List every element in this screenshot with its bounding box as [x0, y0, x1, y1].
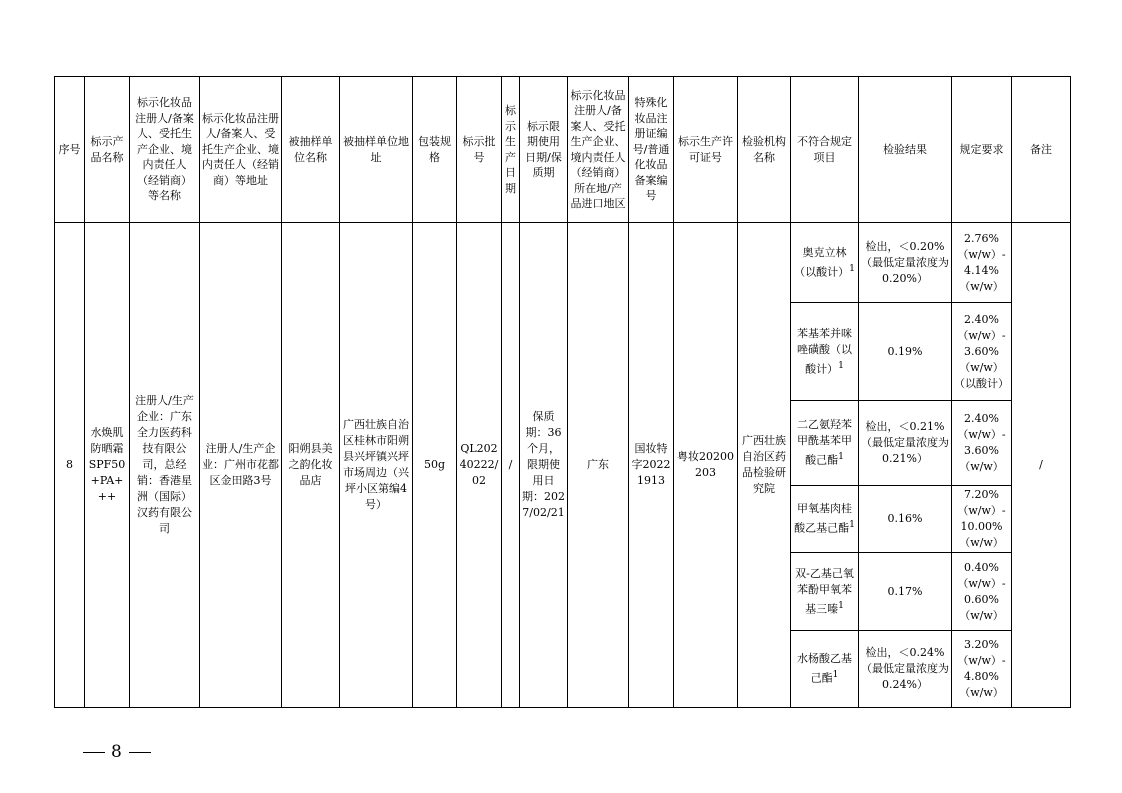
cell-result: 0.19% [859, 303, 952, 401]
page-number-value: 8 [111, 742, 123, 762]
cell-requirement: 0.40%（w/w）-0.60%（w/w） [952, 553, 1012, 631]
page-dash-left [83, 752, 105, 753]
cell-requirement: 2.76%（w/w）-4.14%（w/w） [952, 223, 1012, 303]
cell-lab: 广西壮族自治区药品检验研究院 [738, 223, 791, 708]
page-dash-right [129, 752, 151, 753]
table-row [55, 223, 1071, 303]
inspection-table [54, 76, 1071, 708]
cell-result: 检出，＜0.24%（最低定量浓度为0.24%） [859, 631, 952, 708]
cell-item [791, 401, 859, 486]
cell-cert-number: 国妆特字20221913 [629, 223, 674, 708]
cell-item [791, 303, 859, 401]
cell-requirement: 3.20%（w/w）-4.80%（w/w） [952, 631, 1012, 708]
header-result: 检验结果 [859, 77, 952, 223]
header-origin: 标示化妆品注册人/备案人、受托生产企业、境内责任人（经销商）所在地/产品进口地区 [568, 77, 629, 223]
cell-registrant: 注册人/生产企业：广东全力医药科技有限公司，总经销：香港星洲（国际）汉药有限公司 [130, 223, 200, 708]
cell-registrant-address: 注册人/生产企业：广州市花都区金田路3号 [200, 223, 282, 708]
cell-requirement: 2.40%（w/w）-3.60%（w/w） [952, 401, 1012, 486]
item-name: 二乙氨羟苯甲酰基苯甲酸己酯 [797, 418, 852, 467]
table-header-row [55, 77, 1071, 223]
page-number [77, 742, 157, 762]
cell-result: 检出，＜0.20%（最低定量浓度为0.20%） [859, 223, 952, 303]
cell-item [791, 553, 859, 631]
header-registrant: 标示化妆品注册人/备案人、受托生产企业、境内责任人（经销商）等名称 [130, 77, 200, 223]
cell-note: / [1012, 223, 1071, 708]
item-name: 水杨酸乙基己酯 [797, 652, 852, 685]
cell-seq: 8 [55, 223, 85, 708]
item-footnote: 1 [838, 451, 844, 463]
cell-origin: 广东 [568, 223, 629, 708]
cell-sampled-address: 广西壮族自治区桂林市阳朔县兴坪镇兴坪市场周边（兴坪小区第编4号） [340, 223, 413, 708]
header-production-date: 标示生产日期 [502, 77, 520, 223]
cell-spec: 50g [413, 223, 457, 708]
cell-item [791, 631, 859, 708]
header-product-name: 标示产品名称 [85, 77, 130, 223]
header-lab: 检验机构名称 [738, 77, 791, 223]
cell-license: 粤妆20200203 [674, 223, 738, 708]
header-sampled-unit: 被抽样单位名称 [282, 77, 340, 223]
item-footnote: 1 [849, 262, 855, 274]
item-footnote: 1 [832, 669, 839, 681]
cell-result: 检出，＜0.21%（最低定量浓度为0.21%） [859, 401, 952, 486]
item-footnote: 1 [838, 359, 844, 371]
cell-batch: QL20240222/02 [457, 223, 502, 708]
item-name: 奥克立林（以酸计） [794, 245, 850, 279]
item-name: 苯基苯并咪唑磺酸（以酸计） [797, 326, 852, 376]
cell-expiry: 保质期：36个月，限期使用日期：2027/02/21 [520, 223, 568, 708]
cell-product-name: 水焕肌防晒霜SPF50+PA+++ [85, 223, 130, 708]
header-spec: 包装规格 [413, 77, 457, 223]
cell-sampled-unit: 阳朔县美之韵化妆品店 [282, 223, 340, 708]
header-sampled-address: 被抽样单位地址 [340, 77, 413, 223]
cell-item [791, 486, 859, 553]
cell-result: 0.16% [859, 486, 952, 553]
header-seq: 序号 [55, 77, 85, 223]
header-requirement: 规定要求 [952, 77, 1012, 223]
cell-result: 0.17% [859, 553, 952, 631]
header-note: 备注 [1012, 77, 1071, 223]
cell-requirement: 7.20%（w/w）-10.00%（w/w） [952, 486, 1012, 553]
header-expiry: 标示限期使用日期/保质期 [520, 77, 568, 223]
cell-item [791, 223, 859, 303]
header-cert-number: 特殊化妆品注册证编号/普通化妆品备案编号 [629, 77, 674, 223]
item-name: 双-乙基己氧苯酚甲氧苯基三嗪 [795, 566, 854, 616]
item-footnote: 1 [838, 599, 844, 611]
header-license: 标示生产许可证号 [674, 77, 738, 223]
header-item: 不符合规定项目 [791, 77, 859, 223]
header-registrant-address: 标示化妆品注册人/备案人、受托生产企业、境内责任人（经销商）等地址 [200, 77, 282, 223]
cell-production-date: / [502, 223, 520, 708]
header-batch: 标示批号 [457, 77, 502, 223]
cell-requirement: 2.40%（w/w）-3.60%（w/w）（以酸计） [952, 303, 1012, 401]
item-name: 甲氧基肉桂酸乙基己酯 [794, 502, 852, 535]
item-footnote: 1 [849, 519, 855, 531]
